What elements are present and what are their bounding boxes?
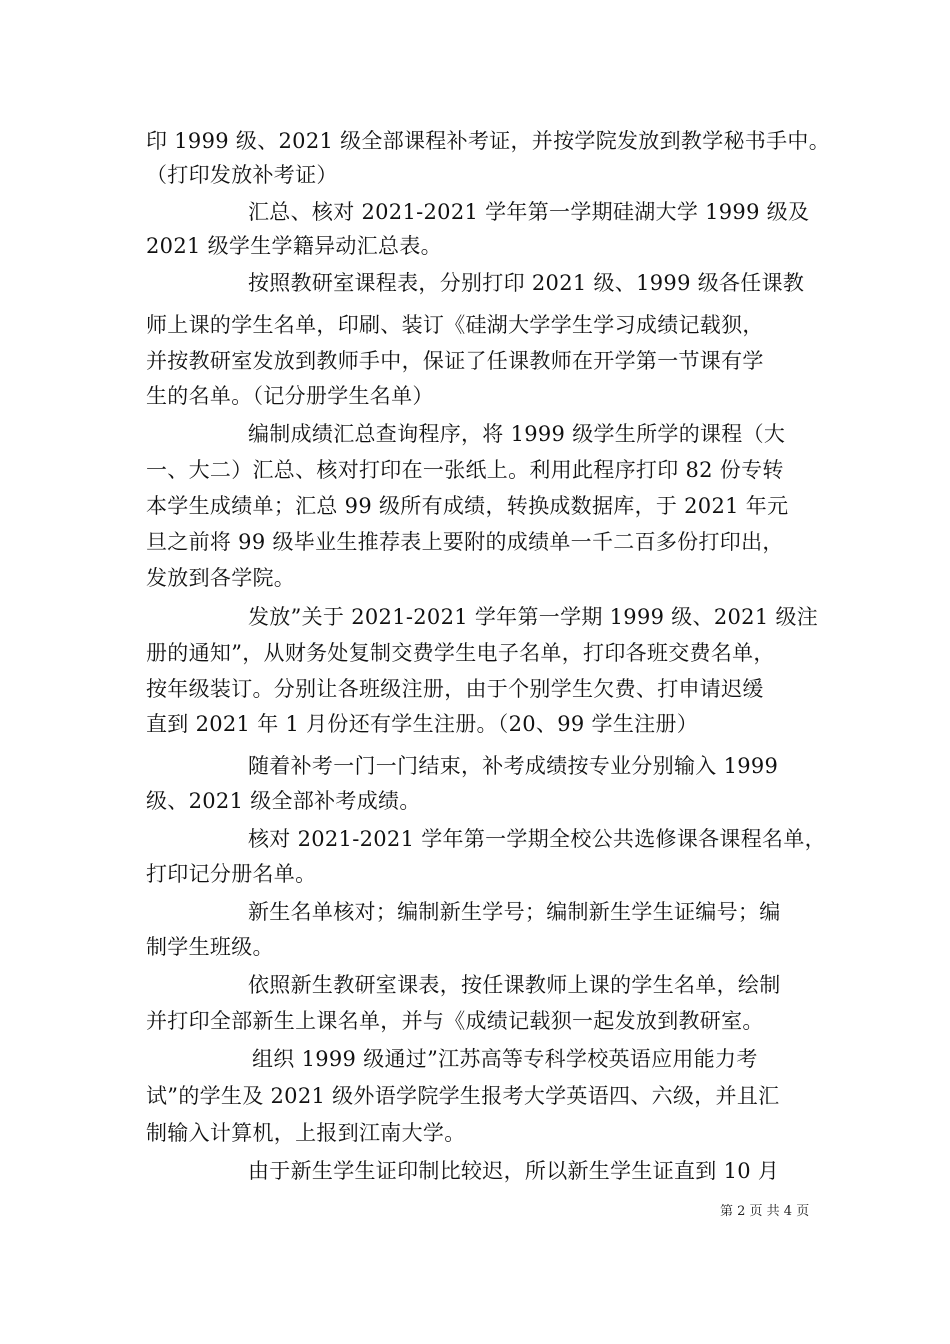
text-line: 核对 2021-2021 学年第一学期全校公共选修课各课程名单， bbox=[248, 827, 826, 851]
text-line: 册的通知”，从财务处复制交费学生电子名单，打印各班交费名单， bbox=[146, 641, 775, 665]
text-line: 新生名单核对；编制新生学号；编制新生学生证编号；编 bbox=[248, 900, 781, 924]
text-line: 级、2021 级全部补考成绩。 bbox=[146, 789, 421, 813]
text-line: 按照教研室课程表，分别打印 2021 级、1999 级各任课教 bbox=[248, 271, 805, 295]
text-line: 印 1999 级、2021 级全部课程补考证，并按学院发放到教学秘书手中。 bbox=[146, 129, 831, 153]
text-line: 本学生成绩单；汇总 99 级所有成绩，转换成数据库，于 2021 年元 bbox=[146, 494, 789, 518]
text-line: 生的名单。（记分册学生名单） bbox=[146, 384, 434, 408]
text-line: 组织 1999 级通过”江苏高等专科学校英语应用能力考 bbox=[252, 1047, 758, 1071]
text-line: 制输入计算机，上报到江南大学。 bbox=[146, 1121, 466, 1145]
text-line: 并按教研室发放到教师手中，保证了任课教师在开学第一节课有学 bbox=[146, 349, 764, 373]
text-line: 旦之前将 99 级毕业生推荐表上要附的成绩单一千二百多份打印出， bbox=[146, 530, 784, 554]
text-line: 发放到各学院。 bbox=[146, 566, 296, 590]
text-line: 依照新生教研室课表，按任课教师上课的学生名单，绘制 bbox=[248, 973, 781, 997]
text-line: 一、大二）汇总、核对打印在一张纸上。利用此程序打印 82 份专转 bbox=[146, 458, 784, 482]
text-line: 汇总、核对 2021-2021 学年第一学期硅湖大学 1999 级及 bbox=[248, 200, 810, 224]
page-number: 第 2 页 共 4 页 bbox=[720, 1204, 810, 1219]
text-line: 并打印全部新生上课名单，并与《成绩记载狈一起发放到教研室。 bbox=[146, 1009, 764, 1033]
text-line: 师上课的学生名单，印刷、装订《硅湖大学学生学习成绩记载狈， bbox=[146, 313, 764, 337]
text-line: 按年级装订。分别让各班级注册，由于个别学生欠费、打申请迟缓 bbox=[146, 677, 764, 701]
text-line: 编制成绩汇总查询程序，将 1999 级学生所学的课程（大 bbox=[248, 422, 786, 446]
text-line: 发放”关于 2021-2021 学年第一学期 1999 级、2021 级注 bbox=[248, 605, 819, 629]
text-line: 由于新生学生证印制比较迟，所以新生学生证直到 10 月 bbox=[248, 1159, 780, 1183]
text-line: 随着补考一门一门结束，补考成绩按专业分别输入 1999 bbox=[248, 754, 779, 778]
text-line: 2021 级学生学籍异动汇总表。 bbox=[146, 234, 442, 258]
text-line: 制学生班级。 bbox=[146, 935, 274, 959]
text-line: 直到 2021 年 1 月份还有学生注册。（20、99 学生注册） bbox=[146, 712, 699, 736]
text-line: 打印记分册名单。 bbox=[146, 862, 317, 886]
text-line: 试”的学生及 2021 级外语学院学生报考大学英语四、六级，并且汇 bbox=[146, 1084, 780, 1108]
text-line: （打印发放补考证） bbox=[146, 163, 338, 187]
